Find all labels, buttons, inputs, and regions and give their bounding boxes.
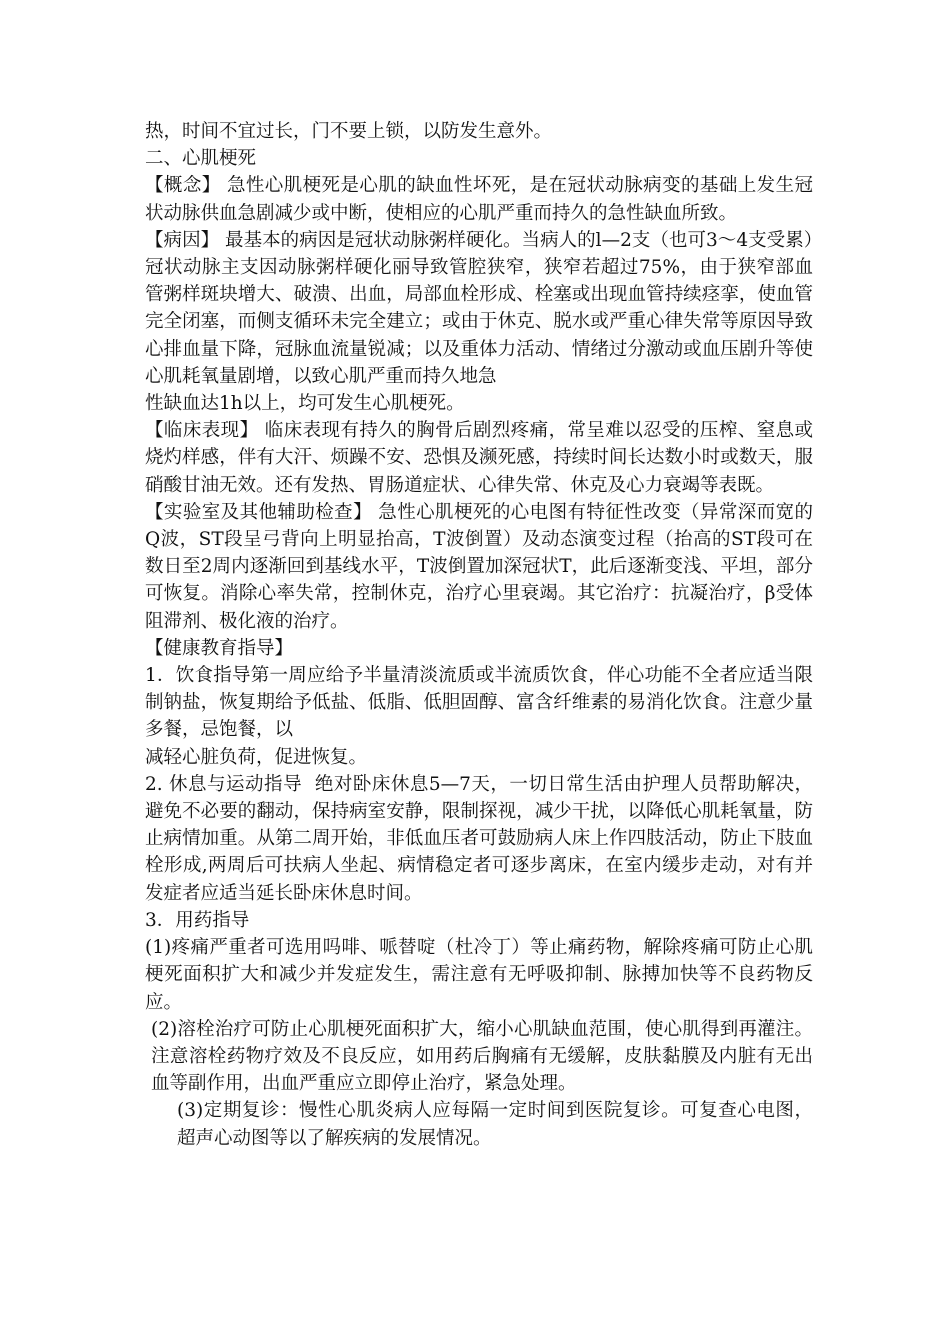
paragraph-diet-guidance-continued: 减轻心脏负荷，促进恢复。	[145, 746, 368, 768]
heading-medication-guidance: 3．用药指导	[145, 909, 250, 931]
paragraph-diet-guidance: 1．饮食指导第一周应给予半量清淡流质或半流质饮食，伴心功能不全者应适当限制钠盐，恢复期给予低盐、低脂、低胆固醇、富含纤维素的易消化饮食。注意少量多餐，忌饱餐，以	[145, 665, 813, 741]
paragraph-etiology-continued: 性缺血达1h以上，均可发生心肌梗死。	[145, 393, 465, 415]
heading-health-education: 【健康教育指导】	[145, 637, 294, 659]
paragraph-concept: 【概念】 急性心肌梗死是心肌的缺血性坏死，是在冠状动脉病变的基础上发生冠状动脉供血急剧减少或中断，使相应的心肌严重而持久的急性缺血所致。	[145, 175, 813, 224]
paragraph-continuation: 热，时间不宜过长，门不要上锁，以防发生意外。	[145, 121, 553, 142]
paragraph-clinical-manifestation: 【临床表现】 临床表现有持久的胸骨后剧烈疼痛，常呈难以忍受的压榨、窒息或烧灼样感，伴有大汗、烦躁不安、恐惧及濒死感，持续时间长达数小时或数天，服硝酸甘油无效。还有发热、胃肠道症状、心律失常、休克及心力衰竭等表既。	[145, 420, 813, 496]
paragraph-medication-1: (1)疼痛严重者可选用吗啡、哌替啶（杜冷丁）等止痛药物，解除疼痛可防止心肌梗死面积扩大和减少并发症发生，需注意有无呼吸抑制、脉搏加快等不良药物反应。	[145, 937, 813, 1013]
document-page	[145, 118, 813, 1152]
paragraph-etiology: 【病因】 最基本的病因是冠状动脉粥样硬化。当病人的l—2支（也可3～4支受累）冠状动脉主支因动脉粥样硬化丽导致管腔狭窄，狭窄若超过75%，由于狭窄部血管粥样斑块增大、破溃、出血，局部血栓形成、栓塞或出现血管持续痉挛，使血管完全闭塞，而侧支循环未完全建立；或由于休克、脱水或严重心律失常等原因导致心排血量下降，冠脉血流量锐减；以及重体力活动、情绪过分激动或血压剧升等使心肌耗氧量剧增，以致心肌严重而持久地急	[145, 229, 813, 387]
paragraph-medication-2: (2)溶栓治疗可防止心肌梗死面积扩大，缩小心肌缺血范围，使心肌得到再灌注。注意溶栓药物疗效及不良反应，如用药后胸痛有无缓解，皮肤黏膜及内脏有无出血等副作用，出血严重应立即停止治疗，紧急处理。	[151, 1018, 813, 1095]
paragraph-medication-3: (3)定期复诊：慢性心肌炎病人应每隔一定时间到医院复诊。可复查心电图，超声心动图等以了解疾病的发展情况。	[177, 1100, 813, 1149]
paragraph-rest-exercise: 2. 休息与运动指导 绝对卧床休息5—7天，一切日常生活由护理人员帮助解决，避免不必要的翻动，保持病室安静，限制探视，减少干扰，以降低心肌耗氧量，防止病情加重。从第二周开始，非低血压者可鼓励病人床上作四肢活动，防止下肢血栓形成,两周后可扶病人坐起、病情稳定者可逐步离床，在室内缓步走动，对有并发症者应适当延长卧床休息时间。	[145, 773, 813, 904]
section-heading-myocardial-infarction: 二、心肌梗死	[145, 148, 257, 170]
paragraph-lab-examination: 【实验室及其他辅助检查】 急性心肌梗死的心电图有特征性改变（异常深而宽的Q波，ST段呈弓背向上明显抬高，T波倒置）及动态演变过程（抬高的ST段可在数日至2周内逐渐回到基线水平，T波倒置加深冠状T，此后逐渐变浅、平坦，部分可恢复。消除心率失常，控制休克，治疗心里衰竭。其它治疗：抗凝治疗，β受体阻滞剂、极化液的治疗。	[145, 501, 813, 632]
